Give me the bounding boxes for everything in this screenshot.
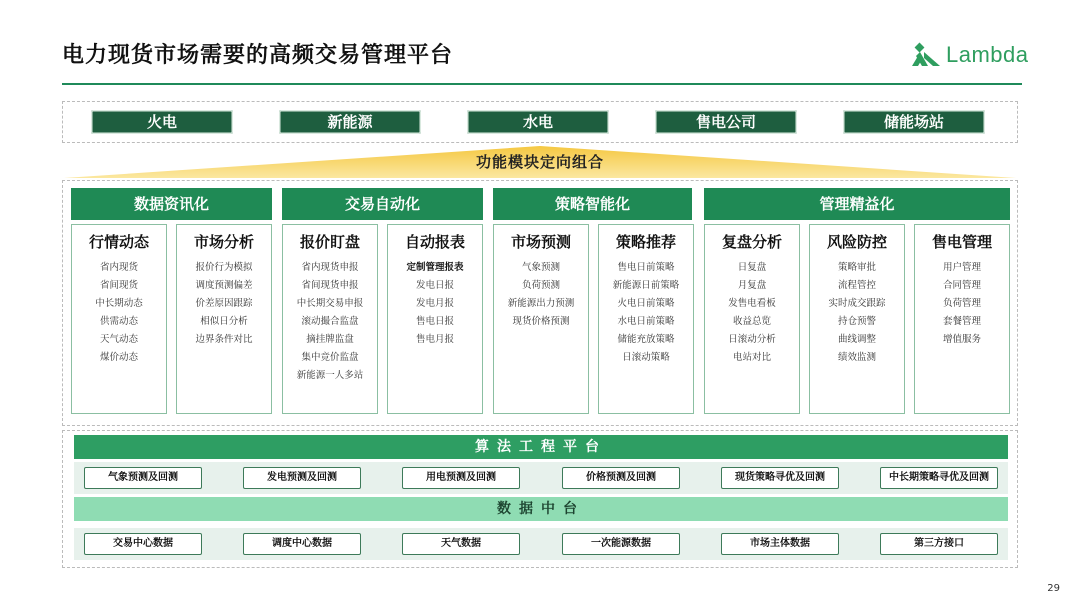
- source-button-thermal[interactable]: 火电: [91, 110, 233, 134]
- algo-platform-row: [74, 462, 1008, 494]
- module-title: 市场分析: [193, 233, 254, 251]
- title-divider: [62, 83, 1022, 85]
- module-item: 用户管理: [942, 262, 981, 273]
- source-button-storage[interactable]: 储能场站: [843, 110, 985, 134]
- module-item: 发售电看板: [728, 298, 776, 309]
- module-item: 现货价格预测: [512, 316, 570, 327]
- module-item: 调度预测偏差: [195, 280, 253, 291]
- module-item: 持仓预警: [837, 316, 876, 327]
- logo-text: Lambda: [946, 42, 1029, 67]
- module-card[interactable]: [282, 224, 378, 414]
- data-chip[interactable]: 交易中心数据: [84, 533, 202, 555]
- module-item: 集中竞价监盘: [301, 352, 359, 363]
- module-item: 策略审批: [837, 262, 876, 273]
- module-title: 售电管理: [931, 233, 992, 251]
- module-item: 套餐管理: [942, 316, 981, 327]
- module-item: 实时成交跟踪: [828, 298, 886, 309]
- algo-chip[interactable]: 发电预测及回测: [243, 467, 361, 489]
- data-chip[interactable]: 市场主体数据: [721, 533, 839, 555]
- algo-platform-title: 算法工程平台: [74, 435, 1008, 459]
- module-item: 中长期动态: [95, 298, 143, 309]
- module-item: 滚动撮合监盘: [301, 316, 359, 327]
- page-number: 29: [1047, 583, 1060, 594]
- algo-chip[interactable]: 现货策略寻优及回测: [721, 467, 839, 489]
- module-item: 定制管理报表: [406, 262, 464, 273]
- module-item: 负荷管理: [942, 298, 981, 309]
- algo-chip[interactable]: 价格预测及回测: [562, 467, 680, 489]
- source-button-retailer[interactable]: 售电公司: [655, 110, 797, 134]
- module-item: 供需动态: [99, 316, 138, 327]
- module-title: 策略推荐: [615, 233, 676, 251]
- module-item: 日滚动分析: [728, 334, 776, 345]
- source-button-hydro[interactable]: 水电: [467, 110, 609, 134]
- module-item: 价差原因跟踪: [195, 298, 253, 309]
- module-item: 绩效监测: [837, 352, 876, 363]
- module-title: 风险防控: [826, 233, 887, 251]
- module-item: 新能源日前策略: [612, 280, 680, 291]
- module-card[interactable]: [914, 224, 1010, 414]
- module-item: 相似日分析: [200, 316, 248, 327]
- module-item: 省间现货: [99, 280, 138, 291]
- module-item: 增值服务: [942, 334, 981, 345]
- module-item: 摘挂牌监盘: [306, 334, 354, 345]
- source-button-new-energy[interactable]: 新能源: [279, 110, 421, 134]
- data-chip[interactable]: 天气数据: [402, 533, 520, 555]
- category-trading: 交易自动化: [282, 188, 483, 220]
- module-item: 售电月报: [415, 334, 454, 345]
- module-item: 日复盘: [737, 262, 767, 273]
- module-item: 流程管控: [837, 280, 876, 291]
- module-item: 月复盘: [737, 280, 767, 291]
- lambda-logo-icon: [910, 42, 942, 68]
- module-card[interactable]: [598, 224, 694, 414]
- page-title: 电力现货市场需要的高频交易管理平台: [62, 43, 454, 68]
- module-card[interactable]: [809, 224, 905, 414]
- module-item: 负荷预测: [521, 280, 560, 291]
- module-item: 售电日报: [415, 316, 454, 327]
- module-card[interactable]: [704, 224, 800, 414]
- module-item: 收益总览: [732, 316, 771, 327]
- module-title: 市场预测: [510, 233, 571, 251]
- module-item: 发电月报: [415, 298, 454, 309]
- algo-chip[interactable]: 气象预测及回测: [84, 467, 202, 489]
- lambda-logo: [910, 42, 1029, 68]
- algo-chip[interactable]: 中长期策略寻优及回测: [880, 467, 998, 489]
- module-title: 报价盯盘: [299, 233, 360, 251]
- module-item: 边界条件对比: [195, 334, 253, 345]
- module-item: 曲线调整: [837, 334, 876, 345]
- module-item: 煤价动态: [99, 352, 138, 363]
- algo-chip[interactable]: 用电预测及回测: [402, 467, 520, 489]
- category-data: 数据资讯化: [71, 188, 272, 220]
- data-chip[interactable]: 第三方接口: [880, 533, 998, 555]
- data-platform-title: 数据中台: [74, 497, 1008, 521]
- data-chip[interactable]: 一次能源数据: [562, 533, 680, 555]
- module-item: 储能充放策略: [617, 334, 675, 345]
- module-item: 天气动态: [99, 334, 138, 345]
- module-card[interactable]: [493, 224, 589, 414]
- module-item: 报价行为模拟: [195, 262, 253, 273]
- data-platform-row: [74, 528, 1008, 560]
- category-strategy: 策略智能化: [493, 188, 692, 220]
- module-title: 行情动态: [88, 233, 149, 251]
- module-item: 日滚动策略: [622, 352, 670, 363]
- combine-label: 功能模块定向组合: [475, 153, 604, 171]
- data-chip[interactable]: 调度中心数据: [243, 533, 361, 555]
- module-item: 售电日前策略: [617, 262, 675, 273]
- module-item: 省内现货: [99, 262, 138, 273]
- module-card[interactable]: [387, 224, 483, 414]
- module-card[interactable]: [176, 224, 272, 414]
- module-item: 省间现货申报: [301, 280, 359, 291]
- module-item: 中长期交易申报: [296, 298, 364, 309]
- module-item: 合同管理: [942, 280, 981, 291]
- module-title: 自动报表: [404, 233, 465, 251]
- module-item: 新能源出力预测: [507, 298, 575, 309]
- module-title: 复盘分析: [721, 233, 782, 251]
- module-card[interactable]: [71, 224, 167, 414]
- module-item: 水电日前策略: [617, 316, 675, 327]
- module-item: 发电日报: [415, 280, 454, 291]
- module-item: 火电日前策略: [617, 298, 675, 309]
- category-management: 管理精益化: [704, 188, 1010, 220]
- module-item: 气象预测: [521, 262, 560, 273]
- module-item: 新能源一人多站: [296, 370, 364, 381]
- module-item: 省内现货申报: [301, 262, 359, 273]
- module-item: 电站对比: [732, 352, 771, 363]
